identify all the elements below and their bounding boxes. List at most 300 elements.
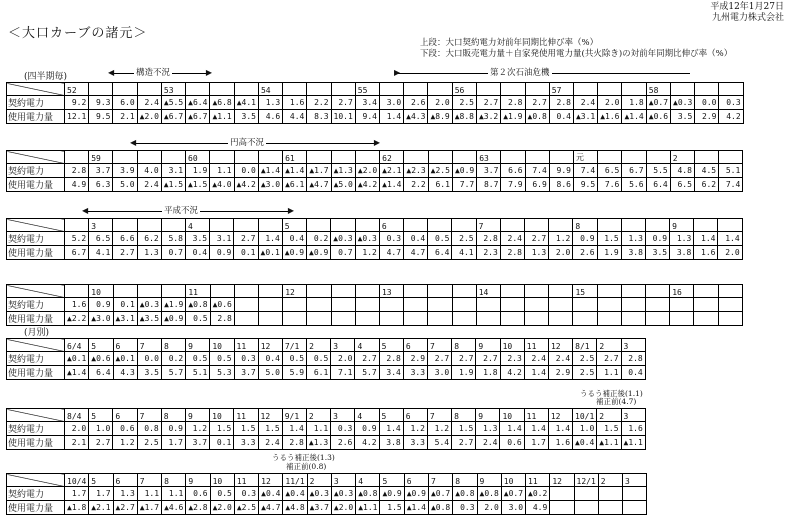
- header-cell: 8: [452, 339, 476, 352]
- header-cell: [500, 285, 524, 298]
- usage-energy-cell: 1.9: [452, 366, 476, 380]
- header-cell: 6: [403, 409, 427, 422]
- header-cell: [622, 151, 646, 164]
- data-table: [6, 82, 744, 124]
- contract-power-cell: 6.6: [113, 232, 137, 246]
- usage-energy-cell: 3.0: [428, 366, 452, 380]
- usage-energy-cell: [621, 312, 645, 326]
- header-cell: [379, 83, 403, 96]
- header-cell: [549, 285, 573, 298]
- header-cell: [283, 83, 307, 96]
- contract-power-cell: ▲0.3: [671, 96, 695, 110]
- contract-power-cell: 1.7: [65, 487, 89, 501]
- contract-power-cell: 4.0: [137, 164, 161, 178]
- usage-energy-cell: 6.1: [428, 178, 452, 192]
- table-row: [7, 110, 744, 124]
- header-cell: 11: [234, 474, 258, 487]
- contract-power-cell: 0.0: [234, 164, 258, 178]
- usage-energy-cell: 2.8: [210, 312, 234, 326]
- contract-power-cell: 2.7: [476, 96, 500, 110]
- header-cell: [621, 285, 645, 298]
- header-cell: 9: [186, 339, 210, 352]
- corner-cell: [7, 339, 65, 352]
- header-cell: 2: [307, 474, 331, 487]
- usage-energy-cell: 2.7: [89, 436, 113, 450]
- monthly-table-3: [6, 473, 647, 515]
- header-cell: 12: [548, 339, 572, 352]
- header-cell: [573, 83, 597, 96]
- header-cell: [476, 83, 500, 96]
- contract-power-cell: 0.3: [234, 352, 258, 366]
- contract-power-cell: ▲0.9: [380, 487, 404, 501]
- usage-energy-cell: 3.8: [379, 436, 403, 450]
- header-cell: 8: [161, 339, 185, 352]
- header-cell: 8: [453, 474, 477, 487]
- contract-power-cell: 0.9: [355, 422, 379, 436]
- usage-energy-cell: 3.5: [645, 246, 669, 260]
- contract-power-cell: 2.7: [597, 352, 621, 366]
- header-cell: [355, 285, 379, 298]
- header-cell: 53: [161, 83, 185, 96]
- contract-power-cell: ▲0.1: [113, 352, 137, 366]
- header-cell: [65, 285, 89, 298]
- usage-energy-cell: 1.6: [694, 246, 718, 260]
- contract-power-cell: [476, 298, 500, 312]
- contract-power-cell: 1.2: [185, 422, 209, 436]
- header-cell: [694, 285, 718, 298]
- header-cell: [65, 151, 89, 164]
- contract-power-cell: 1.5: [597, 422, 621, 436]
- header-cell: 12: [259, 474, 283, 487]
- header-cell: 10: [500, 339, 524, 352]
- contract-power-cell: ▲0.7: [501, 487, 525, 501]
- data-table: [6, 150, 743, 192]
- quarterly-table-3: [6, 218, 743, 260]
- contract-power-cell: 2.4: [548, 352, 572, 366]
- usage-energy-cell: [476, 312, 500, 326]
- header-cell: [622, 83, 646, 96]
- usage-energy-cell: ▲3.7: [307, 501, 331, 515]
- contract-power-cell: 0.0: [137, 352, 161, 366]
- header-cell: 8: [573, 219, 597, 232]
- contract-power-cell: 9.9: [549, 164, 573, 178]
- contract-power-cell: [550, 487, 574, 501]
- header-cell: [137, 285, 161, 298]
- header-cell: 12: [258, 339, 282, 352]
- usage-energy-cell: ▲1.1: [356, 501, 380, 515]
- header-cell: 8/1: [573, 339, 597, 352]
- contract-power-cell: 1.3: [113, 487, 137, 501]
- usage-energy-cell: 4.4: [283, 110, 307, 124]
- usage-energy-cell: 1.5: [380, 501, 404, 515]
- usage-energy-cell: 3.5: [137, 366, 161, 380]
- header-cell: [719, 83, 743, 96]
- header-cell: 3: [89, 219, 113, 232]
- usage-energy-cell: 4.2: [719, 110, 743, 124]
- header-cell: 4: [356, 474, 380, 487]
- contract-power-cell: 1.4: [282, 422, 306, 436]
- contract-power-cell: 2.5: [452, 96, 476, 110]
- contract-power-cell: 2.8: [379, 352, 403, 366]
- header-cell: 9: [670, 219, 694, 232]
- contract-power-cell: 5.8: [161, 232, 185, 246]
- row-label: 契約電力: [7, 487, 65, 501]
- row-label: 使用電力量: [7, 366, 65, 380]
- contract-power-cell: [355, 298, 379, 312]
- row-label: 使用電力量: [7, 501, 65, 515]
- header-cell: 6: [113, 474, 137, 487]
- contract-power-cell: 1.3: [670, 232, 694, 246]
- usage-energy-cell: 1.2: [355, 246, 379, 260]
- leap-year-note-adjusted-2: うるう補正後(1.3): [272, 453, 335, 462]
- contract-power-cell: 2.7: [234, 232, 258, 246]
- usage-energy-cell: 10.1: [331, 110, 355, 124]
- quarterly-table-2: [6, 150, 743, 192]
- contract-power-cell: ▲1.4: [283, 164, 307, 178]
- header-cell: 12/1: [574, 474, 598, 487]
- usage-energy-cell: [622, 501, 646, 515]
- leap-year-note-adjusted: うるう補正後(1.1): [580, 389, 643, 398]
- contract-power-cell: 0.3: [379, 232, 403, 246]
- contract-power-cell: 0.5: [210, 352, 234, 366]
- period-label: 第２次石油危機: [490, 68, 550, 78]
- usage-energy-cell: 3.7: [234, 366, 258, 380]
- usage-energy-cell: [525, 312, 549, 326]
- contract-power-cell: 1.5: [210, 422, 234, 436]
- contract-power-cell: 0.9: [645, 232, 669, 246]
- contract-power-cell: [379, 298, 403, 312]
- usage-energy-cell: 3.5: [671, 110, 695, 124]
- contract-power-cell: ▲0.4: [259, 487, 283, 501]
- contract-power-cell: [259, 298, 283, 312]
- header-cell: [186, 83, 210, 96]
- contract-power-cell: 1.9: [186, 164, 210, 178]
- usage-energy-cell: [597, 312, 621, 326]
- header-cell: 3: [331, 409, 355, 422]
- header-cell: 3: [621, 339, 645, 352]
- quarterly-table-4: [6, 284, 743, 326]
- usage-energy-cell: ▲1.4: [622, 110, 646, 124]
- usage-energy-cell: 4.6: [258, 110, 282, 124]
- contract-power-cell: 3.0: [379, 96, 403, 110]
- header-cell: [331, 151, 355, 164]
- usage-energy-cell: 6.2: [694, 178, 718, 192]
- header-cell: 2: [598, 474, 622, 487]
- contract-power-cell: ▲0.6: [89, 352, 113, 366]
- legend-bottom-row: 下段：大口販売電力量＋自家発使用電力量(共火除き)の対前年同期比伸び率（%）: [420, 49, 733, 59]
- contract-power-cell: 2.6: [404, 96, 428, 110]
- contract-power-cell: [283, 298, 307, 312]
- contract-power-cell: 2.0: [65, 422, 89, 436]
- header-cell: [355, 151, 379, 164]
- contract-power-cell: 2.4: [500, 232, 524, 246]
- contract-power-cell: ▲0.1: [65, 352, 89, 366]
- data-table: [6, 284, 743, 326]
- header-cell: 12: [548, 409, 572, 422]
- header-cell: 5: [379, 409, 403, 422]
- contract-power-cell: 2.7: [331, 96, 355, 110]
- usage-energy-cell: ▲0.6: [646, 110, 670, 124]
- header-cell: 7: [476, 219, 500, 232]
- contract-power-cell: 6.5: [598, 164, 622, 178]
- usage-energy-cell: 2.6: [573, 246, 597, 260]
- usage-energy-cell: [573, 312, 597, 326]
- header-cell: [695, 83, 719, 96]
- header-cell: [137, 83, 161, 96]
- contract-power-cell: ▲0.8: [356, 487, 380, 501]
- header-cell: 11: [234, 339, 258, 352]
- usage-energy-cell: ▲4.7: [307, 178, 331, 192]
- usage-energy-cell: ▲3.5: [137, 312, 161, 326]
- table-row: [7, 312, 743, 326]
- usage-energy-cell: 3.5: [234, 110, 258, 124]
- page-title: ＜大口カーブの諸元＞: [8, 26, 148, 41]
- contract-power-cell: ▲0.3: [331, 487, 355, 501]
- corner-cell: [7, 409, 65, 422]
- contract-power-cell: ▲5.5: [161, 96, 185, 110]
- usage-energy-cell: ▲1.7: [137, 501, 161, 515]
- usage-energy-cell: 1.1: [597, 366, 621, 380]
- quarterly-label: (四半期毎): [24, 72, 68, 82]
- header-cell: [500, 219, 524, 232]
- header-cell: [161, 219, 185, 232]
- usage-energy-cell: ▲1.8: [65, 501, 89, 515]
- contract-power-cell: 6.2: [137, 232, 161, 246]
- contract-power-cell: 7.4: [573, 164, 597, 178]
- usage-energy-cell: 2.0: [477, 501, 501, 515]
- usage-energy-cell: 2.2: [404, 178, 428, 192]
- header-cell: 63: [477, 151, 501, 164]
- contract-power-cell: ▲1.3: [331, 164, 355, 178]
- usage-energy-cell: ▲0.1: [258, 246, 282, 260]
- usage-energy-cell: ▲1.6: [598, 110, 622, 124]
- header-cell: [161, 151, 185, 164]
- leap-year-note-unadjusted-2: 補正前(0.8): [286, 462, 327, 471]
- contract-power-cell: 1.5: [258, 422, 282, 436]
- header-cell: 7: [137, 339, 161, 352]
- row-label: 契約電力: [7, 352, 65, 366]
- header-cell: [525, 285, 549, 298]
- usage-energy-cell: 5.1: [186, 366, 210, 380]
- contract-power-cell: 1.4: [500, 422, 524, 436]
- contract-power-cell: 3.5: [185, 232, 209, 246]
- header-cell: 52: [65, 83, 89, 96]
- table-header-row: [7, 409, 646, 422]
- header-cell: 10: [501, 474, 525, 487]
- contract-power-cell: 0.3: [234, 487, 258, 501]
- usage-energy-cell: ▲2.8: [186, 501, 210, 515]
- contract-power-cell: 1.4: [694, 232, 718, 246]
- contract-power-cell: [452, 298, 476, 312]
- contract-power-cell: 9.3: [89, 96, 113, 110]
- header-cell: 9: [186, 474, 210, 487]
- usage-energy-cell: [718, 312, 742, 326]
- header-cell: [549, 151, 573, 164]
- usage-energy-cell: 3.3: [403, 366, 427, 380]
- header-cell: 16: [670, 285, 694, 298]
- contract-power-cell: 5.1: [719, 164, 743, 178]
- header-cell: [598, 83, 622, 96]
- usage-energy-cell: ▲0.9: [307, 246, 331, 260]
- contract-power-cell: 0.0: [695, 96, 719, 110]
- contract-power-cell: ▲0.8: [477, 487, 501, 501]
- contract-power-cell: [574, 487, 598, 501]
- header-cell: [113, 285, 137, 298]
- table-header-row: [7, 219, 743, 232]
- header-cell: 9: [476, 339, 500, 352]
- contract-power-cell: ▲0.8: [186, 298, 210, 312]
- usage-energy-cell: 3.8: [621, 246, 645, 260]
- usage-energy-cell: 2.7: [113, 246, 137, 260]
- header-cell: 4: [355, 409, 379, 422]
- table-row: [7, 298, 743, 312]
- usage-energy-cell: ▲4.8: [283, 501, 307, 515]
- header-cell: 5: [89, 339, 113, 352]
- usage-energy-cell: [355, 312, 379, 326]
- contract-power-cell: 1.4: [379, 422, 403, 436]
- table-header-row: [7, 151, 743, 164]
- header-cell: 6: [404, 474, 428, 487]
- usage-energy-cell: 4.7: [379, 246, 403, 260]
- usage-energy-cell: 2.3: [476, 246, 500, 260]
- contract-power-cell: 2.2: [307, 96, 331, 110]
- usage-energy-cell: [404, 312, 428, 326]
- usage-energy-cell: 4.2: [355, 436, 379, 450]
- usage-energy-cell: 9.5: [89, 110, 113, 124]
- usage-energy-cell: 0.1: [234, 246, 258, 260]
- header-cell: [694, 219, 718, 232]
- usage-energy-cell: [307, 312, 331, 326]
- contract-power-cell: ▲1.9: [162, 298, 186, 312]
- usage-energy-cell: 1.4: [379, 110, 403, 124]
- header-cell: [258, 219, 282, 232]
- contract-power-cell: 2.7: [452, 352, 476, 366]
- usage-energy-cell: 9.4: [355, 110, 379, 124]
- contract-power-cell: 2.7: [428, 352, 452, 366]
- usage-energy-cell: 2.0: [549, 246, 573, 260]
- usage-energy-cell: 1.7: [524, 436, 548, 450]
- header-cell: [234, 285, 258, 298]
- contract-power-cell: ▲2.1: [380, 164, 404, 178]
- header-cell: [645, 219, 669, 232]
- contract-power-cell: [718, 298, 742, 312]
- contract-power-cell: 9.2: [65, 96, 89, 110]
- contract-power-cell: ▲0.9: [404, 487, 428, 501]
- contract-power-cell: 2.7: [524, 232, 548, 246]
- contract-power-cell: 1.2: [427, 422, 451, 436]
- contract-power-cell: [694, 298, 718, 312]
- contract-power-cell: 2.8: [621, 352, 645, 366]
- header-cell: 12: [550, 474, 574, 487]
- contract-power-cell: 0.5: [210, 487, 234, 501]
- usage-energy-cell: ▲1.1: [597, 436, 621, 450]
- row-label: 使用電力量: [7, 178, 65, 192]
- header-cell: [162, 285, 186, 298]
- header-cell: 5: [282, 219, 306, 232]
- contract-power-cell: 3.7: [89, 164, 113, 178]
- header-cell: 3: [621, 409, 645, 422]
- usage-energy-cell: 0.9: [210, 246, 234, 260]
- table-header-row: [7, 339, 646, 352]
- header-cell: 7/1: [282, 339, 306, 352]
- contract-power-cell: 1.0: [89, 422, 113, 436]
- usage-energy-cell: [574, 501, 598, 515]
- header-cell: 7: [427, 409, 451, 422]
- header-cell: 11: [526, 474, 550, 487]
- usage-energy-cell: 1.9: [597, 246, 621, 260]
- header-cell: 10: [210, 339, 234, 352]
- header-cell: [597, 285, 621, 298]
- usage-energy-cell: ▲4.2: [234, 178, 258, 192]
- header-cell: 5: [89, 474, 113, 487]
- header-cell: [404, 83, 428, 96]
- row-label: 契約電力: [7, 422, 65, 436]
- contract-power-cell: 1.1: [306, 422, 330, 436]
- contract-power-cell: ▲2.0: [355, 164, 379, 178]
- contract-power-cell: 1.1: [210, 164, 234, 178]
- contract-power-cell: [549, 298, 573, 312]
- usage-energy-cell: ▲3.0: [89, 312, 113, 326]
- usage-energy-cell: ▲2.0: [331, 501, 355, 515]
- usage-energy-cell: 2.0: [718, 246, 742, 260]
- contract-power-cell: 0.4: [282, 232, 306, 246]
- contract-power-cell: 0.8: [137, 422, 161, 436]
- header-cell: [671, 83, 695, 96]
- usage-energy-cell: 0.4: [185, 246, 209, 260]
- contract-power-cell: 6.7: [622, 164, 646, 178]
- header-cell: 9: [185, 409, 209, 422]
- header-cell: [210, 285, 234, 298]
- monthly-table-1: [6, 338, 646, 380]
- usage-energy-cell: 6.4: [428, 246, 452, 260]
- contract-power-cell: ▲4.1: [234, 96, 258, 110]
- contract-power-cell: [622, 487, 646, 501]
- header-cell: 2: [306, 409, 330, 422]
- header-cell: 7: [428, 339, 452, 352]
- header-cell: 60: [186, 151, 210, 164]
- contract-power-cell: 0.1: [113, 298, 137, 312]
- usage-energy-cell: 7.4: [719, 178, 743, 192]
- header-cell: [210, 83, 234, 96]
- header-cell: 57: [549, 83, 573, 96]
- contract-power-cell: 1.6: [65, 298, 89, 312]
- usage-energy-cell: ▲6.1: [283, 178, 307, 192]
- contract-power-cell: 6.6: [501, 164, 525, 178]
- usage-energy-cell: [234, 312, 258, 326]
- contract-power-cell: 0.6: [113, 422, 137, 436]
- contract-power-cell: ▲0.8: [453, 487, 477, 501]
- header-cell: [307, 285, 331, 298]
- usage-energy-cell: ▲0.8: [525, 110, 549, 124]
- usage-energy-cell: [646, 312, 670, 326]
- usage-energy-cell: ▲3.0: [258, 178, 282, 192]
- contract-power-cell: [331, 298, 355, 312]
- contract-power-cell: 2.0: [598, 96, 622, 110]
- header-cell: [234, 219, 258, 232]
- contract-power-cell: 1.4: [548, 422, 572, 436]
- contract-power-cell: [525, 298, 549, 312]
- data-table: [6, 338, 646, 380]
- contract-power-cell: ▲0.2: [526, 487, 550, 501]
- usage-energy-cell: 5.4: [427, 436, 451, 450]
- contract-power-cell: [234, 298, 258, 312]
- contract-power-cell: 2.4: [524, 352, 548, 366]
- header-cell: 2: [670, 151, 694, 164]
- header-cell: [428, 219, 452, 232]
- header-cell: [259, 285, 283, 298]
- corner-cell: [7, 151, 65, 164]
- header-cell: [718, 219, 742, 232]
